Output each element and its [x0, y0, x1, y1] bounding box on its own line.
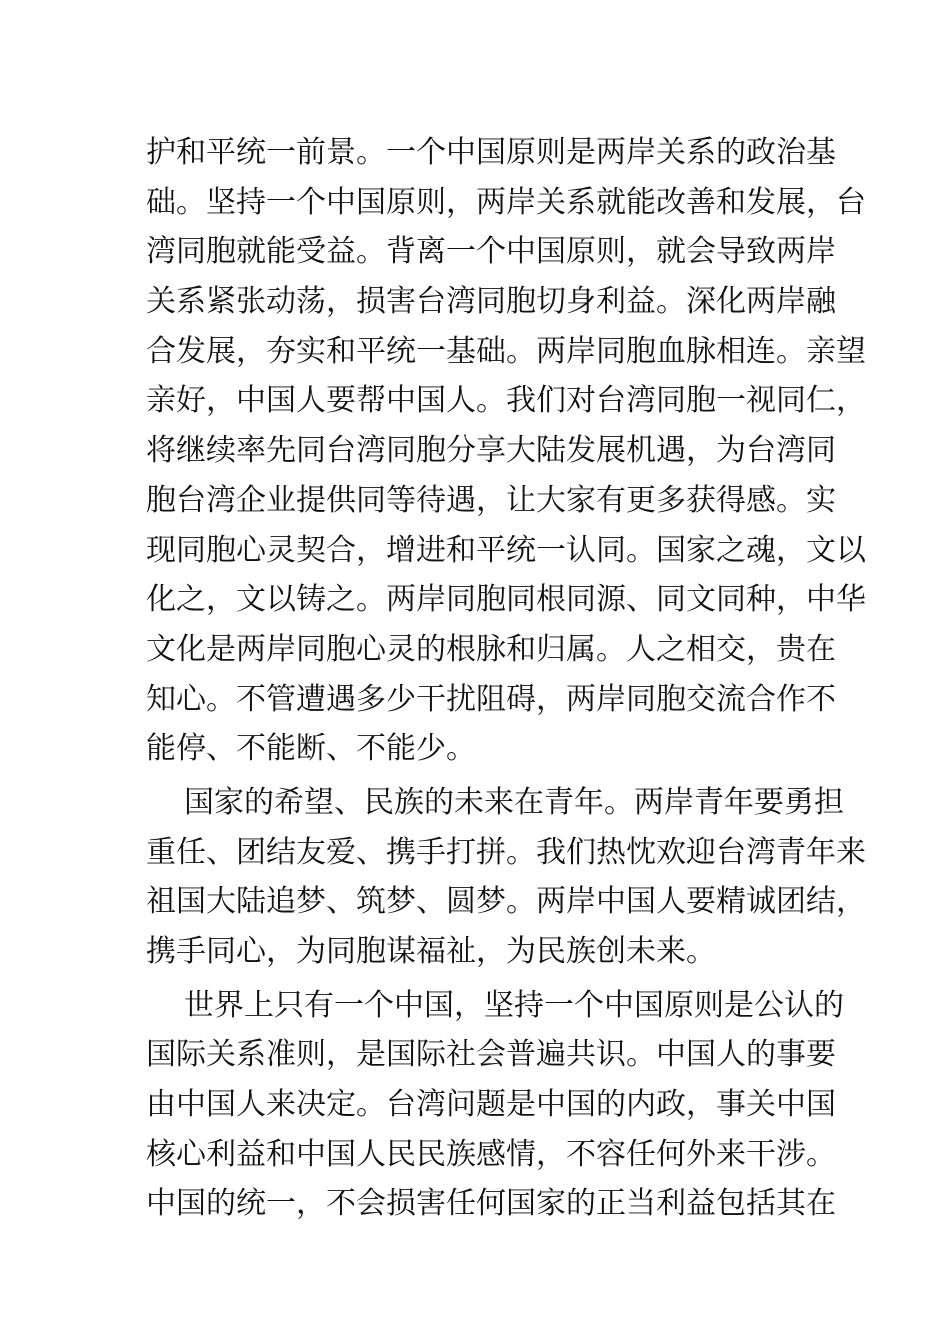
text-line: 由中国人来决定。台湾问题是中国的内政，事关中国	[146, 1087, 836, 1123]
paragraph-3	[146, 981, 844, 1229]
text-line: 重任、团结友爱、携手打拼。我们热忱欢迎台湾青年来	[146, 834, 866, 870]
text-line: 亲好，中国人要帮中国人。我们对台湾同胞一视同仁，	[146, 383, 866, 419]
text-line: 湾同胞就能受益。背离一个中国原则，就会导致两岸	[146, 234, 836, 270]
text-line: 现同胞心灵契合，增进和平统一认同。国家之魂，文以	[146, 532, 866, 568]
text-line: 中国的统一，不会损害任何国家的正当利益包括其在	[146, 1186, 836, 1222]
text-line: 携手同心，为同胞谋福祉，为民族创未来。	[146, 934, 716, 969]
text-line: 胞台湾企业提供同等待遇，让大家有更多获得感。实	[146, 482, 836, 518]
text-line: 能停、不能断、不能少。	[146, 731, 476, 767]
text-line: 关系紧张动荡，损害台湾同胞切身利益。深化两岸融	[146, 284, 836, 320]
text-line: 将继续率先同台湾同胞分享大陆发展机遇，为台湾同	[146, 433, 836, 469]
text-line: 文化是两岸同胞心灵的根脉和归属。人之相交，贵在	[146, 631, 836, 667]
text-line: 国际关系准则，是国际社会普遍共识。中国人的事要	[146, 1037, 836, 1073]
text-line: 合发展，夯实和平统一基础。两岸同胞血脉相连。亲望	[146, 333, 866, 369]
paragraph-2	[146, 778, 866, 977]
paragraph-1	[146, 128, 866, 774]
text-line: 国家的希望、民族的未来在青年。两岸青年要勇担	[184, 784, 844, 820]
text-line: 核心利益和中国人民民族感情，不容任何外来干涉。	[146, 1136, 836, 1172]
text-line: 知心。不管遭遇多少干扰阻碍，两岸同胞交流合作不	[146, 681, 836, 717]
body-text	[146, 128, 866, 1229]
text-line: 祖国大陆追梦、筑梦、圆梦。两岸中国人要精诚团结，	[146, 884, 866, 920]
text-line: 础。坚持一个中国原则，两岸关系就能改善和发展，台	[146, 184, 866, 220]
text-line: 世界上只有一个中国，坚持一个中国原则是公认的	[184, 987, 844, 1023]
text-line: 化之，文以铸之。两岸同胞同根同源、同文同种，中华	[146, 582, 866, 618]
text-line: 护和平统一前景。一个中国原则是两岸关系的政治基	[146, 135, 836, 170]
